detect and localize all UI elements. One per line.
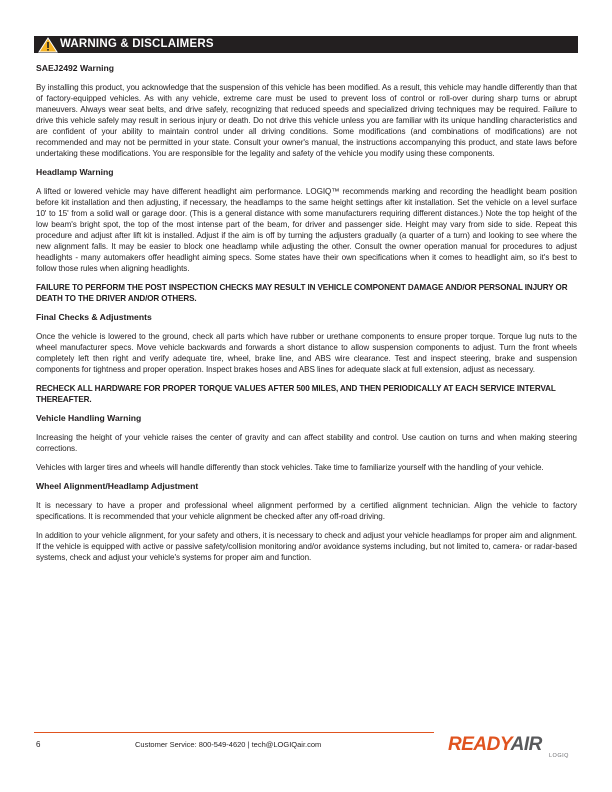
- footer-contact: Customer Service: 800-549-4620 | tech@LOGIQair.com: [135, 740, 322, 749]
- inspection-warning: FAILURE TO PERFORM THE POST INSPECTION CHECKS MAY RESULT IN VEHICLE COMPONENT DAMAGE AND/OR PERSONAL INJURY OR DEATH TO THE DRIVER AND/OR OTHERS.: [36, 283, 568, 303]
- readyair-logo: [446, 732, 580, 758]
- logo-subtext: LOGIQ: [549, 753, 569, 758]
- section-heading-final-checks: Final Checks & Adjustments: [36, 312, 152, 322]
- section-body-vehicle-handling-2: Vehicles with larger tires and wheels will handle differently than stock vehicles. Take time to familiarize yourself with the handling of your vehicle.: [36, 463, 544, 472]
- warning-banner: [34, 36, 578, 53]
- section-heading-saej2492: SAEJ2492 Warning: [36, 63, 115, 73]
- footer-divider: [34, 732, 434, 733]
- section-body-headlamp: A lifted or lowered vehicle may have different headlight aim performance. LOGIQ™ recommends marking and recording the headlight beam position before kit installation and then adjusting, if necessary, the headlamps to the same height settings after kit installation. Set the vehicle on a level surface 10' to 15' from a solid wall or garage door. (This is a general distance with some manufacturers requiring different distances.) Note the top height of the low beam's bright spot, the top of the most intense part of the beam, for driver and passenger side. Height may vary from side to side. Repeat this procedure and adjust after lift kit is installed. Adjust if the aim is off by turning the adjusters gradually (a quarter of a turn) and looking to see where the new alignment falls. It may be easier to block one headlamp while adjusting the other. Consult the owner operation manual for procedures to adjust headlights - many automakers offer headlight aiming specs. Some states have their own specifications when it comes to headlight aim, so it's best to follow those rules when aligning headlights.: [36, 187, 577, 273]
- banner-title: WARNING & DISCLAIMERS: [60, 38, 214, 50]
- recheck-warning: RECHECK ALL HARDWARE FOR PROPER TORQUE VALUES AFTER 500 MILES, AND THEN PERIODICALLY AT EACH SERVICE INTERVAL THEREAFTER.: [36, 384, 556, 404]
- section-heading-alignment: Wheel Alignment/Headlamp Adjustment: [36, 481, 199, 491]
- section-body-saej2492: By installing this product, you acknowledge that the suspension of this vehicle has been modified. As a result, this vehicle may handle differently than that of factory-equipped vehicles. As with any vehicle, extreme care must be used to prevent loss of control or roll-over during sharp turns or abrupt maneuvers. Always wear seat belts, and drive safely, recognizing that reduced speeds and specialized driving techniques may be required. Failure to drive this vehicle safely may result in serious injury or death. Do not drive this vehicle unless you are familiar with its unique handling characteristics and are confident of your ability to maintain control under all driving conditions. Some modifications (and combinations of modifications) are not recommended and may not be permitted in your state. Consult your owner's manual, the instructions accompanying this product, and state laws before undertaking these modifications. You are responsible for the legality and safety of the vehicle you modify using these components.: [36, 83, 577, 158]
- warning-triangle-icon: [38, 37, 58, 53]
- section-body-alignment-1: It is necessary to have a proper and professional wheel alignment performed by a certified alignment technician. Align the vehicle to factory specifications. It is recommended that your vehicle alignment be checked after any off-road driving.: [36, 501, 577, 521]
- section-heading-vehicle-handling: Vehicle Handling Warning: [36, 413, 142, 423]
- logo-text: READYAIR: [448, 734, 542, 755]
- section-body-vehicle-handling-1: Increasing the height of your vehicle raises the center of gravity and can affect stability and control. Use caution on turns and when making steering corrections.: [36, 433, 577, 453]
- page-number: 6: [36, 740, 41, 749]
- section-heading-headlamp: Headlamp Warning: [36, 167, 114, 177]
- document-page: [34, 36, 578, 562]
- content: [36, 63, 577, 571]
- section-body-final-checks: Once the vehicle is lowered to the ground, check all parts which have rubber or urethane components to ensure proper torque. Torque lug nuts to the wheel manufacturer specs. Move vehicle backwards and forwards a short distance to allow suspension components to adjust. Turn the front wheels completely left then right and verify adequate tire, wheel, brake line, and ABS wire clearance. Test and inspect steering, brake and suspension components for tightness and proper operation. Inspect brakes hoses and ABS lines for adequate slack at full extension, adjust as necessary.: [36, 332, 577, 374]
- section-body-alignment-2: In addition to your vehicle alignment, for your safety and others, it is necessary to check and adjust your vehicle headlamps for proper aim and alignment. If the vehicle is equipped with active or passive safety/collision monitoring and/or avoidance systems including, but not limited to, camera- or radar-based systems, check and adjust your vehicle's systems for proper aim and function.: [36, 531, 577, 562]
